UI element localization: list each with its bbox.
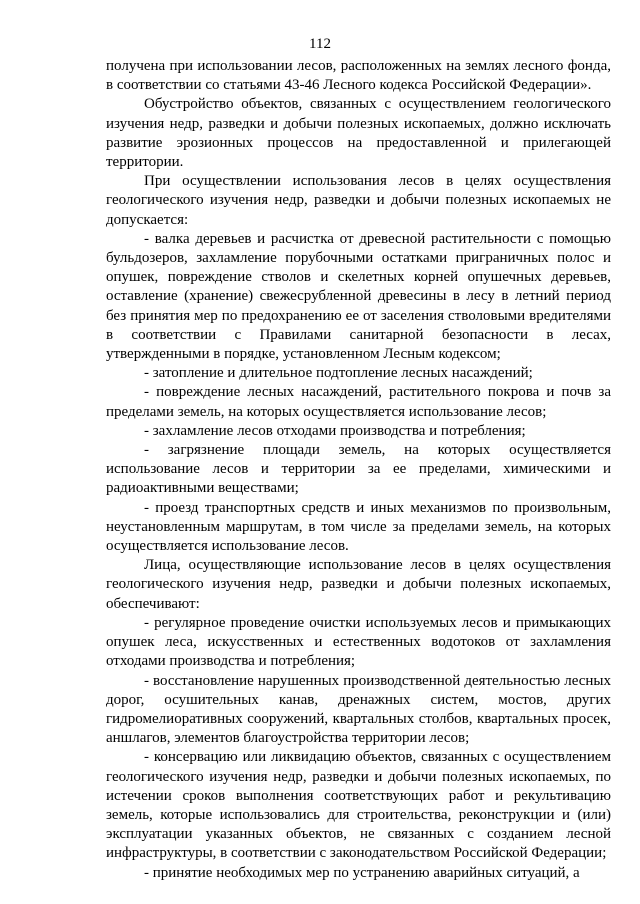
list-item: - регулярное проведение очистки используемых лесов и примыкающих опушек леса, искусственных и естественных водотоков от захламления отходами производства и потребления; — [106, 614, 611, 670]
paragraph: получена при использовании лесов, расположенных на землях лесного фонда, в соответствии со статьями 43-46 Лесного кодекса Российской Федерации». — [106, 58, 611, 94]
list-item: - консервацию или ликвидацию объектов, связанных с осуществлением геологического изучения недр, разведки и добычи полезных ископаемых, по истечении сроков выполнения соответствующих работ и рекультивацию земель, которые использовались для строительства, реконструкции и (или) эксплуатации указанных объектов, не связанных с созданием лесной инфраструктуры, в соответствии с законодательством Российской Федерации; — [106, 749, 611, 862]
list-item: - затопление и длительное подтопление лесных насаждений; — [144, 365, 533, 382]
paragraph: При осуществлении использования лесов в целях осуществления геологического изучения недр, разведки и добычи полезных ископаемых не допускается: — [106, 173, 611, 228]
paragraph: Обустройство объектов, связанных с осуществлением геологического изучения недр, разведки и добычи полезных ископаемых, должно исключать развитие эрозионных процессов на предоставленной и прилегающей территории. — [106, 96, 611, 171]
list-item: - восстановление нарушенных производственной деятельностью лесных дорог, осушительных канав, дренажных систем, мостов, других гидромелиоративных сооружений, квартальных столбов, квартальных просек, аншлагов, элементов благоустройства территории лесов; — [106, 672, 611, 747]
list-item: - захламление лесов отходами производства и потребления; — [144, 422, 526, 439]
paragraph: Лица, осуществляющие использование лесов в целях осуществления геологического изучения недр, разведки и добычи полезных ископаемых, обеспечивают: — [106, 557, 611, 612]
list-item: - повреждение лесных насаждений, растительного покрова и почв за пределами земель, на которых осуществляется использование лесов; — [106, 384, 611, 420]
list-item: - загрязнение площади земель, на которых осуществляется использование лесов и территории за ее пределами, химическими и радиоактивными веществами; — [106, 442, 611, 497]
list-item: - проезд транспортных средств и иных механизмов по произвольным, неустановленным маршрутам, в том числе за пределами земель, на которых осуществляется использование лесов. — [106, 499, 611, 555]
page-number: 112 — [309, 36, 331, 52]
document-body — [106, 57, 611, 883]
list-item: - валка деревьев и расчистка от древесной растительности с помощью бульдозеров, захламление порубочными остатками приграничных полос и опушек, повреждение стволов и скелетных корней опушечных деревьев, оставление (хранение) свежесрубленной древесины в лесу в летний период без принятия мер по предохранению ее от заселения стволовыми вредителями в соответствии с Правилами санитарной безопасности в лесах, утвержденными в порядке, установленном Лесным кодексом; — [106, 230, 611, 363]
list-item: - принятие необходимых мер по устранению аварийных ситуаций, а — [144, 864, 580, 881]
